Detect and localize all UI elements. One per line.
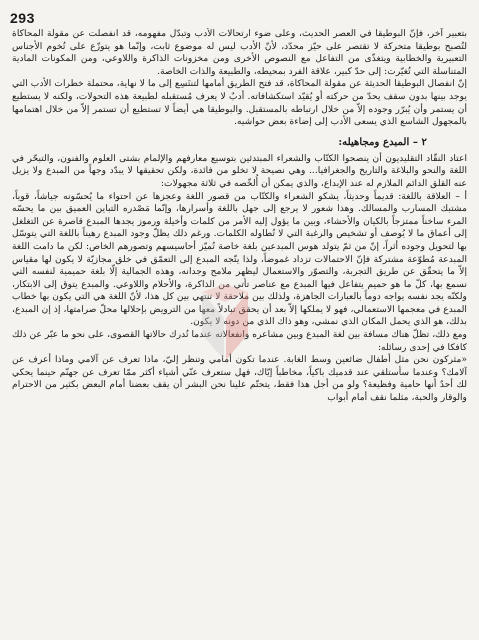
paragraph: «مثركون نحن مثل أطفال ضائعين وسط الغابة. عندما تكون أمامي وتنظر إليّ، ماذا تعرف عن آلامي وماذا أعرف عن آلامك؟ وعندما سأستلقي عند قدميك باكياً، مخاطباً إيّاك، فهل ستعرف عنّي أشياء أكثر ممّا تعرف عن جهنّم حينما يحكي لك أحدٌ أنها حامية وفظيعة؟ ولو من أجل هذا فقط، يتحتّم علينا نحن البشر أن يقف بعضنا أمام البعض بكثير من الاحترام والوقار والحبة، مثلما نقف أمام أبواب [12,354,467,404]
page-number: 293 [10,10,35,26]
paragraph: اعتاد النقّاد التقليديون أن ينصحوا الكتّاب والشعراء المبتدئين بتوسيع معارفهم والإلمام بشتى العلوم والفنون، والتبحّر في اللغة والنحو والبلاغة والتاريخ والجغرافيا... وهي نصيحة لا تخلو من فائدة، ولكن تحقيقها لا يبدّد وجهاً من المبدع ولا يزيل عنه القلق الدائم الملازم له عند الإبداع، والذي يمكن أن أُلخّصه في ثلاثة مجهولات: [12,152,467,189]
paragraph: ومع ذلك، تظلّ هناك مسافة بين لغة المبدع وبين مشاعره وانفعالاته عندما تُدرك حالاتها القصوى، على نحو ما عبّر عن ذلك كافكا في إحدى رسائله: [12,329,467,353]
document-page [12,28,467,632]
paragraph: أ – العلاقة باللغة: قديماً وحديثاً، يشكو الشعراء والكتّاب من قصور اللغة وعجزها عن احتواء ما يُحسّونه جياشاً، قوياً، مشتبك المسارب والمسالك. وهذا شعور لا يرجع إلى جهل باللغة وأسرارها، وإنّما مَصْدره التباين العميق بين ما يحسّه المرء ساخناً ممتزجاً بالكيان والأحشاء، وبين ما يؤول إليه الأمر من كلمات وأخيلة ورموز يجدها المبدع قاصرة عن التغلغل إلى أعماق ما لا يُوصف أو تشخيص والرغبة التي لا تُطاوله الكلمات. ورغم ذلك يظلّ وجود المبدع رهيناً باللغة التي يتوسّل بها لتحويل وجوده أثراً، إنّ من ثمّ يتولد هوس المبدعين بلغة خاصة تُميّز أحاسيسهم وتصورهم الخاص: لكن ما دامت اللغة المبدعة مُطوّعة مشتركة فإنّ الاحتمالات تزداد غموضاً، ولذا يتّجه المبدع إلى التعمّق في خلق مجازيّة لا يكون لها مقياس إلاّ ما يتحقّق عن طريق التجربة، والتصوّر والاستعمال ليظهر ملامح وجدانه، وهذه الجمالية إلّا بلغة حميمية لنفسه التي نسمع بها، كلّ ما هو حميم يتفاعل فيها المبدع مع عناصر تأتي من الذاكرة، والأحلام واللاوعي. والمبدع يتوق إلى الابتكار، ولكنّه يجد نفسه يواجه دوماً بالعبارات الجاهزة، ولذلك بين ملاحقة لا تنتهي بين كل هذا، لأنّ اللغة هي التي يكون بها خطاب المبدع في معجمها الاستعمالي، فهو لا يملكها إلاّ بعد أن يحقق تبادلاً معها من الترويض بإحلالها محلّ صرامتها، إذ إن المبدع، بذلك، هو الذي يحمل المكان الذي نمشي، وهو ذاك الذي من دونه لا يكون. [12,190,467,328]
paragraph: إنّ انفصال البوطيقا الحديثة عن مقولة المحاكاة، قد فتح الطريق أمامها لتنتَسِع إلى ما لا نهاية، محتملة خطرات الأدب التي يوجد بينها بدون سقف يحدّ من حركته أو يُقيّد استكشافاته. أدبٌ لا يعرف مُستقبله لطبيعة هذه التحولات، ولكنه لا يستطيع أن يستمر وأن يُبرّر وجوده إلاّ من خلال ارتباطه بالمستقبل. والبوطيقا هي أيضاً لا تستطيع أن تستمر إلاّ من خلال اهتمامها بالمجهول الشاسع الذي يسعى الأدب إلى إضاءة بعض حواشيه. [12,78,467,128]
paragraph: بتعبير آخر، فإنّ البوطيقا في العصر الحديث، وعلى ضوء ارتحالات الأدب وتبدّل مفهومه، قد انفصلت عن مقولة المحاكاة لتُصبح بوطيقا متحركة لا تقتصر على حيّز محدّد، لأنّ الأدب ليس له موضوع ثابت، وإنّما هو يتوزّع على تُخوم الأجناس التعبيرية والخطابية ويتغذّى من التفاعل مع النصوص الأخرى ومن مخزونات الذاكرة واللاوعي، ومن المكونات المادية المتناسلة التي تُغيّرت: إلى حدّ كبير، علاقة الفرد بمحيطه، والطبيعة والذات الخاصة. [12,28,467,77]
body-text [12,28,467,405]
section-heading: ٢ – المبدع ومجاهيله: [338,135,427,148]
